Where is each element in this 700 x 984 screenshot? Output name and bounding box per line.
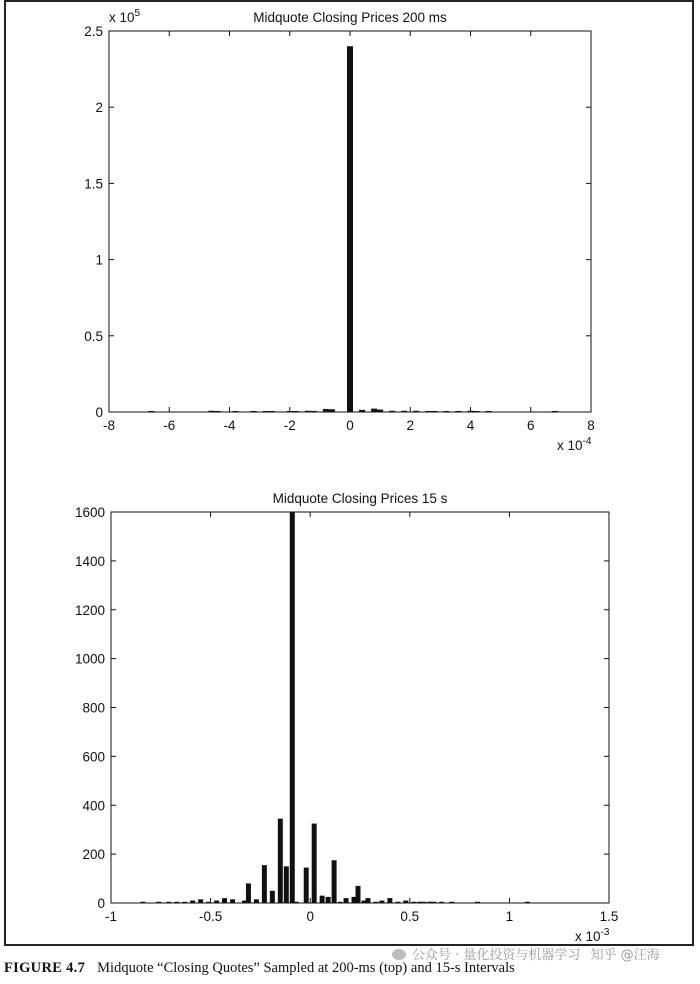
x-tick-label: 4 bbox=[466, 418, 475, 433]
bar bbox=[304, 868, 309, 903]
bar bbox=[230, 899, 235, 903]
x-tick-label: -2 bbox=[283, 418, 296, 433]
bar bbox=[486, 411, 492, 412]
bar bbox=[206, 902, 211, 903]
chart-title: Midquote Closing Prices 200 ms bbox=[253, 10, 447, 25]
bar bbox=[455, 411, 461, 412]
y-tick-label: 0 bbox=[95, 405, 103, 420]
x-tick-label: 2 bbox=[406, 418, 415, 433]
x-tick-label: -8 bbox=[102, 418, 116, 433]
bar bbox=[329, 409, 335, 412]
bar bbox=[323, 409, 329, 412]
bar bbox=[356, 886, 361, 903]
y-tick-label: 200 bbox=[82, 847, 105, 863]
x-tick-label: -6 bbox=[163, 418, 176, 433]
bar bbox=[290, 512, 295, 903]
bar bbox=[475, 902, 480, 903]
bar bbox=[332, 860, 337, 903]
bar bbox=[421, 902, 426, 903]
x-multiplier: x $10^{-4}$ bbox=[557, 436, 592, 453]
x-tick-label: 0 bbox=[346, 418, 354, 433]
y-tick-label: 1 bbox=[95, 252, 103, 268]
bar bbox=[284, 866, 289, 903]
bar bbox=[251, 411, 257, 412]
bar bbox=[140, 902, 145, 903]
bar bbox=[326, 897, 331, 903]
bar bbox=[278, 819, 283, 903]
y-tick-label: 400 bbox=[82, 798, 105, 814]
x-tick-label: -1 bbox=[104, 909, 118, 924]
bar bbox=[156, 902, 161, 903]
bar bbox=[395, 902, 400, 903]
bar bbox=[182, 902, 187, 903]
y-tick-label: 1000 bbox=[74, 651, 105, 667]
bar bbox=[208, 411, 214, 412]
bar bbox=[411, 902, 416, 903]
plot-area bbox=[111, 512, 609, 903]
bar bbox=[293, 411, 299, 412]
bar bbox=[246, 883, 251, 903]
bar bbox=[222, 898, 227, 903]
y-tick-label: 2 bbox=[95, 100, 103, 116]
bar bbox=[190, 901, 195, 903]
bar bbox=[254, 899, 259, 903]
bar bbox=[311, 411, 317, 412]
bar bbox=[449, 902, 454, 903]
bar bbox=[320, 896, 325, 903]
y-tick-label: 2.5 bbox=[84, 24, 103, 39]
bar bbox=[431, 902, 436, 903]
bar bbox=[270, 891, 275, 903]
bar bbox=[467, 411, 473, 412]
y-multiplier: x $10^5$ bbox=[109, 8, 141, 25]
wechat-icon bbox=[392, 949, 406, 960]
x-tick-label: -4 bbox=[223, 418, 236, 433]
y-tick-label: 800 bbox=[82, 700, 105, 716]
y-multiplier-exp: 5 bbox=[134, 8, 141, 19]
bar bbox=[474, 411, 480, 412]
figure-caption bbox=[4, 960, 515, 977]
caption-text: Midquote “Closing Quotes” Sampled at 200-ms (top) and 15-s Intervals bbox=[97, 960, 515, 976]
bar bbox=[214, 411, 220, 412]
bar bbox=[166, 902, 171, 903]
bar bbox=[389, 411, 395, 412]
bar bbox=[552, 411, 558, 412]
chart-15s bbox=[75, 491, 618, 944]
bar bbox=[344, 898, 349, 903]
x-multiplier: x $10^{-3}$ bbox=[575, 927, 610, 944]
x-tick-label: 0.5 bbox=[400, 909, 420, 924]
bar bbox=[269, 411, 275, 412]
x-tick-label: 1.5 bbox=[599, 909, 619, 924]
bar bbox=[403, 901, 408, 903]
bar bbox=[148, 411, 154, 412]
x-tick-label: 0 bbox=[306, 909, 314, 924]
bar bbox=[262, 865, 267, 903]
bar bbox=[379, 901, 384, 903]
y-tick-label: 1.5 bbox=[84, 176, 103, 192]
bar bbox=[377, 410, 383, 412]
bar bbox=[387, 898, 392, 903]
bar bbox=[425, 411, 431, 412]
bar bbox=[198, 899, 203, 903]
x-tick-label: 8 bbox=[587, 418, 595, 433]
bar bbox=[174, 902, 179, 903]
x-tick-label: -0.5 bbox=[198, 909, 223, 924]
bar bbox=[371, 409, 377, 412]
bar bbox=[347, 46, 353, 412]
bar bbox=[413, 411, 419, 412]
x-tick-label: 1 bbox=[505, 909, 514, 924]
y-tick-label: 0.5 bbox=[84, 328, 103, 344]
chart-200ms bbox=[84, 8, 595, 453]
x-multiplier-exp: -3 bbox=[600, 927, 610, 938]
x-multiplier-exp: -4 bbox=[582, 436, 592, 447]
y-tick-label: 1200 bbox=[74, 602, 105, 618]
bar bbox=[373, 902, 378, 903]
y-tick-label: 1400 bbox=[74, 553, 105, 569]
bar bbox=[305, 411, 311, 412]
bar bbox=[443, 411, 449, 412]
y-tick-label: 1600 bbox=[74, 505, 105, 520]
bar bbox=[401, 411, 407, 412]
bar bbox=[525, 902, 530, 903]
bar bbox=[439, 902, 444, 903]
watermark-text: 公众号 · 量化投资与机器学习 bbox=[412, 948, 581, 963]
bar bbox=[287, 411, 293, 412]
bar bbox=[294, 902, 299, 903]
bar bbox=[233, 411, 239, 412]
bar bbox=[338, 902, 343, 903]
y-tick-label: 0 bbox=[97, 896, 105, 911]
bar bbox=[431, 411, 437, 412]
caption-label: FIGURE 4.7 bbox=[4, 960, 86, 976]
bar bbox=[312, 824, 317, 903]
bar bbox=[263, 411, 269, 412]
bar bbox=[359, 410, 365, 412]
y-tick-label: 600 bbox=[82, 749, 105, 765]
x-tick-label: 6 bbox=[526, 418, 535, 433]
bar bbox=[365, 898, 370, 903]
chart-title: Midquote Closing Prices 15 s bbox=[272, 491, 448, 506]
watermark-text-2: 知乎 @汪海 bbox=[590, 948, 660, 963]
bar bbox=[214, 901, 219, 903]
